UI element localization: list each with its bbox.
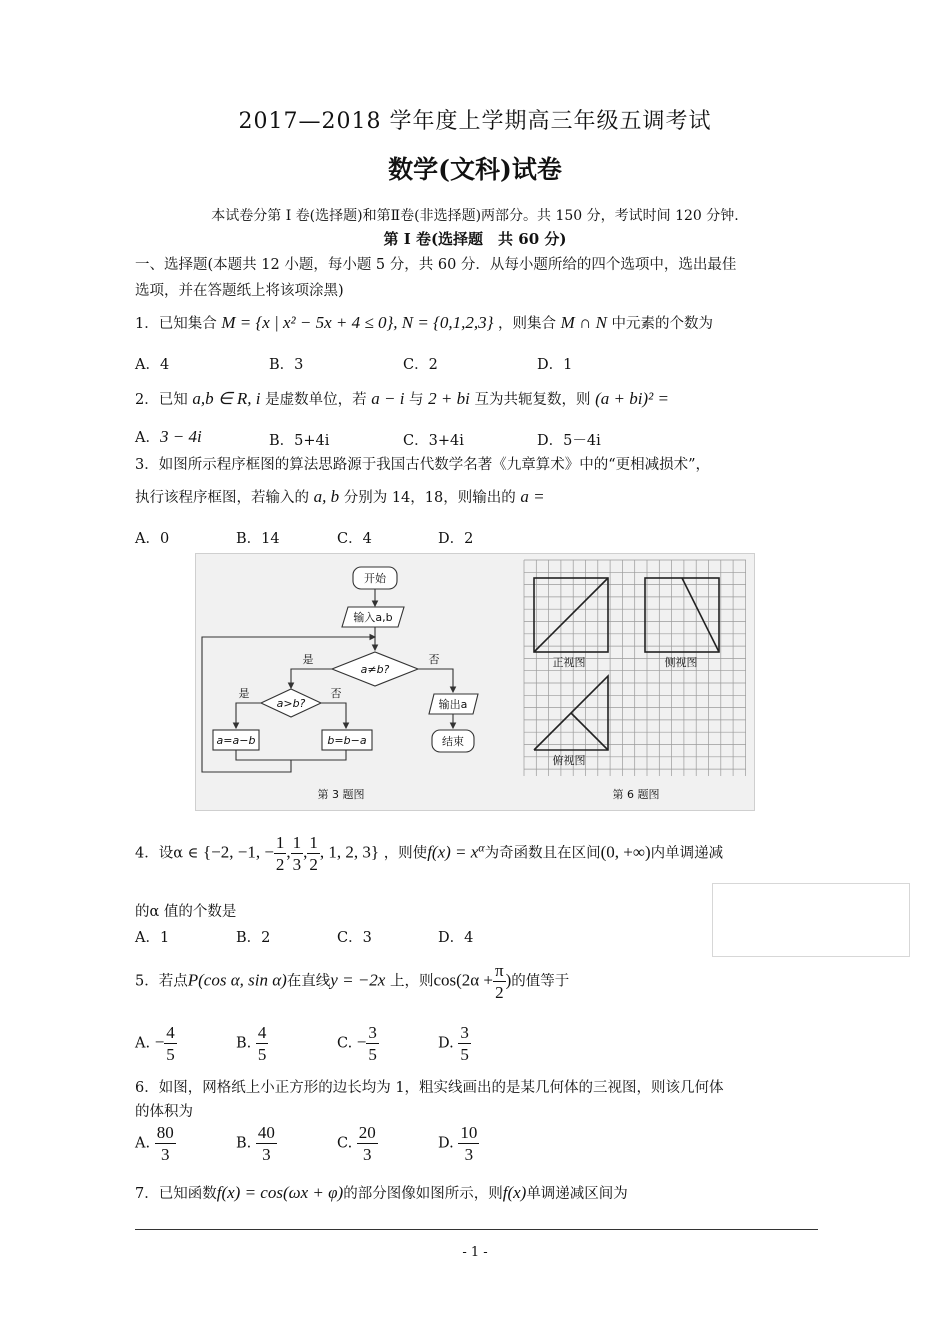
q5-pi-fraction: $\frac{\pi}{2}$: [495, 961, 504, 1002]
q6-option-c[interactable]: C. $\frac{20}{3}$: [337, 1123, 376, 1164]
q7-suffix: 单调递减区间为: [526, 1186, 628, 1202]
flow-yes2-label: 是: [238, 687, 250, 700]
figure-6-caption: 第 6 题图: [612, 788, 660, 801]
flow-no1-label: 否: [428, 653, 440, 666]
q2-mid-2: 与: [409, 392, 424, 408]
q5-mid2: 上，则: [385, 973, 434, 990]
q7-mid: 的部分图像如图所示，则: [343, 1186, 503, 1202]
q4-set-close: , 1, 2, 3}: [319, 842, 380, 862]
q2-option-a-math: 3 − 4i: [159, 427, 202, 446]
q3-option-b[interactable]: B．14: [236, 531, 280, 547]
q2-option-c[interactable]: C．3+4i: [403, 433, 464, 449]
q4-interval-math: (0, +∞): [600, 842, 651, 862]
q3-line2-b: 分别为 14，18，则输出的: [343, 490, 516, 506]
figure-panel: [195, 553, 755, 811]
q1-suffix2: 中元素的个数为: [611, 316, 714, 332]
flow-assign-a-text: a=a−b: [216, 734, 256, 747]
watermark-box: [712, 883, 910, 957]
flow-cond2-text: a>b?: [276, 697, 306, 710]
q2-math-2: a − i: [371, 389, 405, 408]
q6-option-a[interactable]: A. $\frac{80}{3}$: [135, 1123, 174, 1164]
q5-cos-math: cos(2α +: [433, 970, 494, 990]
q1-option-a[interactable]: A．4: [135, 357, 170, 373]
flow-no2-label: 否: [330, 687, 342, 700]
q5-option-d[interactable]: D. $\frac{3}{5}$: [438, 1023, 469, 1064]
q4-mid2: 为奇函数且在区间: [484, 845, 601, 862]
flow-start-text: 开始: [364, 572, 386, 585]
question-4-line-2: 的α 值的个数是: [135, 904, 237, 920]
page-number: - 1 -: [462, 1245, 488, 1260]
q4-fraction-1: $\frac{1}{2}$: [275, 833, 285, 874]
question-3-line-1: 3．如图所示程序框图的算法思路源于我国古代数学名著《九章算术》中的“更相减损术”，: [135, 457, 711, 473]
q5-point-math: P(cos α, sin α): [187, 970, 287, 990]
figure-3-caption: 第 3 题图: [317, 788, 365, 801]
q1-suffix: ，则集合: [498, 316, 557, 332]
flow-end-text: 结束: [442, 735, 464, 748]
question-1: [135, 312, 713, 333]
instructions-line-2: 选项，并在答题纸上将该项涂黑): [135, 283, 344, 299]
flow-cond1-text: a≠b?: [360, 663, 390, 676]
q4-set-open: {−2, −1, −: [202, 842, 274, 862]
q2-option-d[interactable]: D．5－4i: [537, 433, 601, 449]
q5-prefix: 5．若点: [135, 973, 188, 990]
q2-option-a[interactable]: [135, 426, 202, 447]
figure-svg: [196, 554, 754, 810]
q6-options: [135, 1122, 835, 1168]
exam-intro: 本试卷分第 I 卷(选择题)和第Ⅱ卷(非选择题)两部分。共 150 分，考试时间 120 分钟.: [211, 208, 739, 224]
q4-fraction-2: $\frac{1}{3}$: [292, 833, 302, 874]
q5-line-math: y = −2x: [330, 970, 386, 990]
q2-option-a-label: A．: [135, 430, 160, 446]
q4-option-d[interactable]: D．4: [438, 930, 474, 946]
q5-option-b[interactable]: B. $\frac{4}{5}$: [236, 1023, 267, 1064]
question-6-line-2: 的体积为: [135, 1104, 193, 1120]
q7-prefix: 7．已知函数: [135, 1186, 217, 1202]
q4-option-c[interactable]: C．3: [337, 930, 372, 946]
q5-mid: 在直线: [286, 973, 331, 990]
question-7: [135, 1182, 628, 1203]
exam-title: 2017—2018 学年度上学期高三年级五调考试: [238, 109, 712, 134]
question-5: [135, 960, 569, 1003]
section-heading: 第 I 卷(选择题 共 60 分): [383, 230, 567, 248]
q1-set-math: M = {x | x² − 5x + 4 ≤ 0}, N = {0,1,2,3}: [221, 313, 494, 332]
q1-option-b[interactable]: B．3: [269, 357, 304, 373]
q5-options: [135, 1022, 835, 1068]
q1-intersection-math: M ∩ N: [560, 313, 607, 332]
exam-subtitle: 数学(文科)试卷: [388, 155, 562, 184]
q2-math-3: 2 + bi: [428, 389, 470, 408]
q3-option-a[interactable]: A．0: [135, 531, 170, 547]
q4-function-math: f(x) = x: [427, 842, 479, 862]
q3-line2-math2: a =: [520, 487, 545, 506]
q4-suffix: 内单调递减: [650, 845, 724, 862]
q3-line2-a: 执行该程序框图，若输入的: [135, 490, 309, 506]
front-view-diagonal: [534, 578, 608, 652]
q4-prefix: 4．设α ∈: [135, 845, 199, 862]
q7-function-math: f(x) = cos(ωx + φ): [216, 1183, 344, 1202]
question-4: 4．设α ∈ {−2, −1, − $\frac{1}{2}$ , $\frac{1}{3}$ , $\frac{1}{2}$ , 1, 2, 3} ，则使$f(x) = x^\alpha$为奇函数且在区间(0, +∞)内单调递减: [135, 833, 724, 874]
q3-options: [135, 527, 835, 547]
top-view-label: 俯视图: [552, 754, 586, 767]
q5-option-c[interactable]: C. − $\frac{3}{5}$: [337, 1023, 377, 1064]
q3-line2-math: a, b: [313, 487, 340, 506]
question-2: [135, 388, 669, 409]
q5-close: ): [505, 970, 512, 990]
q4-exponent: α: [478, 840, 485, 855]
q4-fraction-3: $\frac{1}{2}$: [309, 833, 318, 874]
q1-prefix: 1．已知集合: [135, 316, 217, 332]
q2-mid-3: 互为共轭复数，则: [474, 392, 591, 408]
side-view-outline: [645, 578, 719, 652]
instructions-line-1: 一、选择题(本题共 12 小题，每小题 5 分，共 60 分．从每小题所给的四个选项中，选出最佳: [135, 257, 737, 273]
q1-option-c[interactable]: C．2: [403, 357, 438, 373]
q3-option-d[interactable]: D．2: [438, 531, 474, 547]
q2-prefix: 2．已知: [135, 392, 188, 408]
q3-option-c[interactable]: C．4: [337, 531, 372, 547]
q6-option-d[interactable]: D. $\frac{10}{3}$: [438, 1123, 478, 1164]
q1-option-d[interactable]: D．1: [537, 357, 573, 373]
side-view-label: 侧视图: [664, 656, 698, 669]
q5-suffix: 的值等于: [511, 973, 570, 990]
flow-output-text: 输出a: [438, 698, 468, 711]
q5-option-a[interactable]: A. − $\frac{4}{5}$: [135, 1023, 175, 1064]
q6-option-b[interactable]: B. $\frac{40}{3}$: [236, 1123, 275, 1164]
front-view-label: 正视图: [552, 656, 586, 669]
q2-options: [135, 426, 835, 448]
q1-options: [135, 353, 835, 373]
q2-math-4: (a + bi)² =: [595, 389, 669, 408]
question-6-line-1: 6．如图，网格纸上小正方形的边长均为 1，粗实线画出的是某几何体的三视图，则该几何体: [135, 1080, 724, 1096]
question-3-line-2: [135, 486, 545, 507]
q4-option-b[interactable]: B．2: [236, 930, 271, 946]
flow-assign-b-text: b=b−a: [327, 734, 367, 747]
q4-mid: ，则使: [383, 845, 428, 862]
q2-math-1: a,b ∈ R, i: [192, 389, 261, 408]
footer-rule: [135, 1229, 818, 1230]
q2-option-b[interactable]: B．5+4i: [269, 433, 330, 449]
q7-fx-math: f(x): [502, 1183, 527, 1202]
q2-mid-1: 是虚数单位，若: [265, 392, 372, 408]
flow-yes1-label: 是: [302, 653, 314, 666]
flow-input-text: 输入a,b: [353, 611, 393, 624]
q4-option-a[interactable]: A．1: [135, 930, 170, 946]
side-view-line: [682, 578, 719, 652]
